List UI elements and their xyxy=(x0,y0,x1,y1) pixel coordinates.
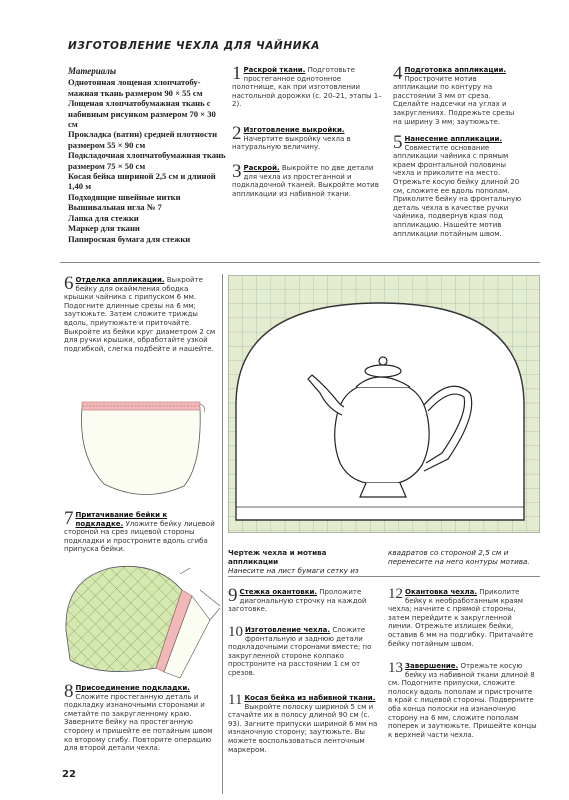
materials-list xyxy=(68,66,226,244)
step-heading: Присоединение подкладки. xyxy=(75,684,190,692)
step-text: Подготовьте простеганное однотонное полотнище, как при изготовлении настольной дорожки (с. 20–21, этапы 1–2). xyxy=(232,66,382,109)
figure-caption-continued xyxy=(388,548,538,566)
caption-text-right: квадратов со стороной 2,5 см и перенесите на него контуры мотива. xyxy=(388,548,530,566)
step-heading: Изготовление выкройки. xyxy=(243,126,345,134)
step-heading: Изготовление чехла. xyxy=(245,626,331,634)
page-number: 22 xyxy=(62,769,76,780)
step-heading: Притачивание бейки к подкладке. xyxy=(75,511,168,528)
step-3 xyxy=(232,161,382,198)
lining-illustration xyxy=(74,396,224,506)
step-heading: Нанесение аппликации. xyxy=(404,135,503,143)
material-item: Подкладочная хлопчатобумажная ткань размером 75 × 50 см xyxy=(68,150,226,171)
page-title: ИЗГОТОВЛЕНИЕ ЧЕХЛА ДЛЯ ЧАЙНИКА xyxy=(68,40,321,52)
step-2 xyxy=(232,123,382,152)
step-number: 13 xyxy=(388,660,403,676)
step-text: Сложите простеганную деталь и подкладку изнаночными сторонами и сметайте по закругленному краю. Заверните бейку на простеганную сторону и пришейте ее потайным швом ко второму сгибу. Повторите операцию для второй детали чехла. xyxy=(64,692,213,753)
step-heading: Отделка аппликации. xyxy=(75,276,165,284)
step-number: 8 xyxy=(64,681,74,702)
step-heading: Стежка окантовки. xyxy=(239,588,318,596)
step-heading: Раскрой ткани. xyxy=(243,66,306,74)
step-number: 3 xyxy=(232,161,242,182)
step-13 xyxy=(388,662,538,739)
step-number: 4 xyxy=(393,63,403,84)
material-item: Подходящие швейные нитки xyxy=(68,191,181,202)
figure-caption xyxy=(228,548,378,575)
step-text: Проложите диагональную строчку на каждой заготовке. xyxy=(228,588,367,614)
materials-heading: Материалы xyxy=(68,66,117,76)
step-number: 5 xyxy=(393,132,403,153)
step-7 xyxy=(64,508,216,554)
step-5 xyxy=(393,132,523,238)
caption-heading: Чертеж чехла и мотива аппликации xyxy=(228,548,327,566)
material-item: Вышивальная игла № 7 xyxy=(68,202,162,213)
step-heading: Завершение. xyxy=(405,662,459,670)
step-text: Уложите бейку лицевой стороной на срез лицевой стороны подкладки и простроните вдоль сгиба припуска бейки. xyxy=(64,519,215,554)
step-text: Начертите выкройку чехла в натуральную величину. xyxy=(232,134,351,152)
step-text: Отрежьте косую бейку из набивной ткани длиной 8 см. Подогните припуски, сложите полоску вдоль пополам и пристрочите в край с лицевой стороны. Подверните оба конца полоски на изнаночную сторону на 6 мм, сложите пополам поперек и заутюжьте. Пришейте концы к верхней части чехла. xyxy=(388,662,537,739)
step-4 xyxy=(393,63,523,126)
step-number: 2 xyxy=(232,123,242,144)
step-10 xyxy=(228,626,378,678)
step-text: Приколите бейку к необработанным краям чехла; начните с прямой стороны, затем перейдите к закругленной линии. Отрежьте излишек бейки, оставив 6 мм на подгибку. Притачайте бейку потайным швом. xyxy=(388,588,534,648)
step-1 xyxy=(232,63,382,109)
step-8 xyxy=(64,681,216,753)
column-divider xyxy=(222,274,223,794)
material-item: Косая бейка шириной 2,5 см и длиной 1,40 м xyxy=(68,171,216,192)
step-number: 11 xyxy=(228,692,243,708)
material-item: Маркер для ткани xyxy=(68,223,140,234)
caption-divider xyxy=(228,576,540,577)
step-12 xyxy=(388,588,538,648)
step-heading: Окантовка чехла. xyxy=(405,588,478,596)
caption-text-left: Нанесите на лист бумаги сетку из xyxy=(228,566,359,575)
step-text: Выкройте по две детали для чехла из простеганной и подкладочной тканей. Выкройте мотив аппликации из набивной ткани. xyxy=(232,164,379,198)
step-number: 12 xyxy=(388,586,403,602)
step-text: Совместите основание аппликации чайника с прямым краем фронтальной половины чехла и приколите на место. Отрежьте косую бейку длиной 20 см, сложите ее вдоль пополам. Приколите бейку на фронтальную деталь чехла в качестве ручки чайника, подвернув края под аппликацию. Нашейте мотив аппликации потайным швом. xyxy=(393,143,522,238)
material-item: Лощеная хлопчатобумажная ткань с набивным рисунком размером 70 × 30 см xyxy=(68,98,216,130)
step-number: 6 xyxy=(64,273,74,294)
material-item: Однотонная лощеная хлопчатобу-мажная ткань размером 90 × 55 см xyxy=(68,77,203,98)
step-number: 7 xyxy=(64,508,74,529)
step-heading: Подготовка аппликации. xyxy=(404,66,507,74)
material-item: Папиросная бумага для стежки xyxy=(68,233,191,244)
step-text: Прострочите мотив аппликации по контуру на расстоянии 3 мм от среза. Сделайте надсечки на углах и закруглениях. Подрежьте срезы на ширину 3 мм; заутюжьте. xyxy=(393,74,515,126)
step-text: Сложите фронтальную и заднюю детали подкладочными сторонами вместе; по закругленной стороне колпако простроните на расстоянии 1 см от срезов. xyxy=(228,626,372,677)
material-item: Лапка для стежки xyxy=(68,212,139,223)
quilted-cozy-illustration xyxy=(60,560,230,682)
step-heading: Раскрой. xyxy=(243,164,280,172)
material-item: Прокладка (ватин) средней плотности размером 55 × 90 см xyxy=(68,129,218,150)
step-number: 9 xyxy=(228,585,238,606)
step-heading: Косая бейка из набивной ткани. xyxy=(244,694,376,702)
step-9 xyxy=(228,585,378,614)
step-11 xyxy=(228,694,378,754)
step-6 xyxy=(64,273,216,353)
step-number: 1 xyxy=(232,63,242,84)
pattern-grid xyxy=(228,275,540,533)
section-divider xyxy=(60,262,540,263)
step-text: Выкройте бейку для окаймления ободка крышки чайника с припуском 6 мм. Подогните длинные срезы на 6 мм; заутюжьте. Затем сложите трижды вдоль, приутюжьте и приточайте. Выкройте из бейки круг диаметром 2 см для ручки крышки, обработайте узкой подгибкой, слегка подбейте и нашейте. xyxy=(64,276,216,353)
step-number: 10 xyxy=(228,624,243,640)
step-text: Выкройте полоску шириной 5 см и стачайте их в полосу длиной 90 см (с. 93). Загните припуски шириной 6 мм на изнаночную сторону; заутюжьте. Вы можете воспользоваться ленточным маркером. xyxy=(228,702,378,754)
